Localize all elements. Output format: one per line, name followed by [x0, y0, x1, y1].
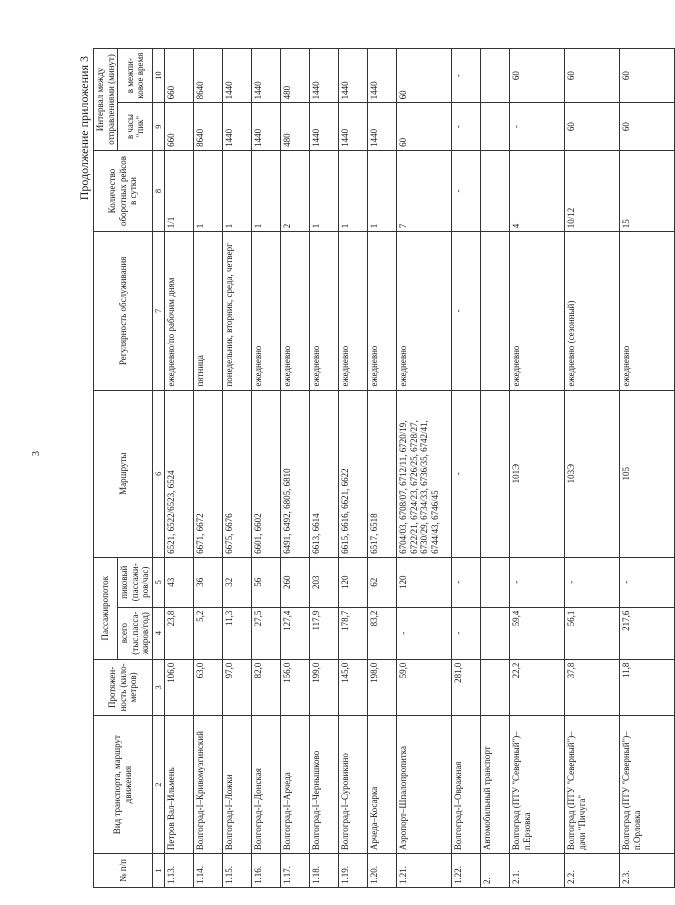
cell-regularity: ежедневно — [368, 232, 397, 390]
cell-regularity: ежедневно — [510, 232, 565, 390]
cell-flow-total: 178,7 — [339, 607, 368, 659]
cell-length: 97,0 — [223, 659, 252, 716]
cell-flow-total: 117,9 — [310, 607, 339, 659]
cell-interval-offpeak: 60 — [620, 49, 675, 103]
cell-flow-peak: 56 — [252, 557, 281, 607]
cell-route-name: Волгоград-I–Донская — [252, 716, 281, 854]
header-routes: Маршруты — [94, 390, 153, 557]
table-row — [620, 49, 675, 888]
cell-regularity: пятница — [194, 232, 223, 390]
cell-interval-peak: 60 — [565, 103, 620, 150]
cell-regularity: - — [452, 232, 481, 390]
cell-route-name: Арчеда–Косарка — [368, 716, 397, 854]
rotated-page — [75, 48, 642, 888]
cell-interval-peak: 1440 — [252, 103, 281, 150]
cell-interval-peak: 60 — [397, 103, 452, 150]
column-number: 2 — [153, 716, 165, 854]
cell-number: 1.18. — [310, 854, 339, 888]
cell-flow-peak: 203 — [310, 557, 339, 607]
table-row — [310, 49, 339, 888]
cell-number: 1.16. — [252, 854, 281, 888]
cell-length: 11,8 — [620, 659, 675, 716]
cell-interval-offpeak: 60 — [565, 49, 620, 103]
column-number: 1 — [153, 854, 165, 888]
cell-number: 1.14. — [194, 854, 223, 888]
cell-interval-offpeak: 480 — [281, 49, 310, 103]
cell-flow-total: 11,3 — [223, 607, 252, 659]
cell-interval-offpeak: 1440 — [223, 49, 252, 103]
cell-route-name: Аэропорт–Шпалопропитка — [397, 716, 452, 854]
cell-number: 2.1. — [510, 854, 565, 888]
cell-interval-peak: 1440 — [339, 103, 368, 150]
column-number: 10 — [153, 49, 165, 103]
cell-interval-peak: 1440 — [310, 103, 339, 150]
cell-route-name: Петров Вал–Ильмень — [165, 716, 194, 854]
cell-flow-peak: - — [565, 557, 620, 607]
cell-interval-offpeak: 60 — [397, 49, 452, 103]
table-row — [510, 49, 565, 888]
cell-regularity: ежедневно — [281, 232, 310, 390]
cell-routes: 6601, 6602 — [252, 390, 281, 557]
cell-interval-offpeak: 660 — [165, 49, 194, 103]
cell-empty — [481, 390, 510, 557]
cell-regularity: ежедневно — [310, 232, 339, 390]
cell-length: 82,0 — [252, 659, 281, 716]
cell-interval-peak: - — [452, 103, 481, 150]
header-route-name: Вид транспорта, маршрут движения — [94, 716, 153, 854]
cell-length: 63,0 — [194, 659, 223, 716]
cell-flow-peak: 43 — [165, 557, 194, 607]
cell-empty — [481, 49, 510, 103]
cell-regularity: ежедневно — [339, 232, 368, 390]
cell-interval-offpeak: 1440 — [310, 49, 339, 103]
table-row — [452, 49, 481, 888]
cell-routes: 101Э — [510, 390, 565, 557]
header-regularity: Регулярность обслуживания — [94, 232, 153, 390]
table-row — [252, 49, 281, 888]
cell-route-name: Волгоград-I–Кривомузгинский — [194, 716, 223, 854]
cell-interval-offpeak: - — [452, 49, 481, 103]
cell-route-name: Волгоград (ПТУ "Северный")–п.Ерзовка — [510, 716, 565, 854]
cell-length: 37,8 — [565, 659, 620, 716]
cell-interval-offpeak: 1440 — [252, 49, 281, 103]
table-row — [223, 49, 252, 888]
cell-route-name: Волгоград-I–Чернышково — [310, 716, 339, 854]
cell-interval-peak: 1440 — [223, 103, 252, 150]
header-interval-offpeak: в межпи-ковое время — [118, 49, 153, 103]
cell-empty — [481, 557, 510, 607]
cell-interval-peak: 60 — [620, 103, 675, 150]
cell-length: 281,0 — [452, 659, 481, 716]
cell-routes: - — [452, 390, 481, 557]
cell-number: 2.2. — [565, 854, 620, 888]
cell-flow-peak: 36 — [194, 557, 223, 607]
cell-regularity: ежедневно (сезонный) — [565, 232, 620, 390]
cell-length: 59,0 — [397, 659, 452, 716]
cell-number: 1.19. — [339, 854, 368, 888]
cell-routes: 6521, 6522/6523, 6524 — [165, 390, 194, 557]
cell-trips: 1 — [368, 150, 397, 231]
header-number: № п/п — [94, 854, 153, 888]
header-flow-total: всего (тыс.пасса-жиров/год) — [118, 607, 153, 659]
cell-flow-total: 83,2 — [368, 607, 397, 659]
cell-trips: 4 — [510, 150, 565, 231]
cell-route-name: Волгоград-I–Овражная — [452, 716, 481, 854]
cell-route-name: Волгоград-I–Суровикино — [339, 716, 368, 854]
cell-flow-peak: 260 — [281, 557, 310, 607]
cell-regularity: ежедневно/по рабочим дням — [165, 232, 194, 390]
cell-route-name: Волгоград-I–Арчеда — [281, 716, 310, 854]
cell-routes: 6613, 6614 — [310, 390, 339, 557]
cell-trips: 7 — [397, 150, 452, 231]
cell-length: 199,0 — [310, 659, 339, 716]
cell-flow-peak: 62 — [368, 557, 397, 607]
cell-flow-total: 217,6 — [620, 607, 675, 659]
cell-flow-total: - — [452, 607, 481, 659]
cell-flow-peak: 32 — [223, 557, 252, 607]
table-row — [194, 49, 223, 888]
cell-trips: 1/1 — [165, 150, 194, 231]
cell-trips: 1 — [194, 150, 223, 231]
cell-length: 106,0 — [165, 659, 194, 716]
cell-empty — [481, 607, 510, 659]
cell-number: 1.22. — [452, 854, 481, 888]
cell-regularity: ежедневно — [397, 232, 452, 390]
transport-table — [93, 48, 675, 888]
cell-trips: 10/12 — [565, 150, 620, 231]
table-row — [397, 49, 452, 888]
cell-length: 198,0 — [368, 659, 397, 716]
cell-trips: 1 — [223, 150, 252, 231]
cell-route-name: Волгоград (ПТУ "Северный")–дачи "Пичуга" — [565, 716, 620, 854]
cell-number: 1.17. — [281, 854, 310, 888]
cell-flow-total: 59,4 — [510, 607, 565, 659]
cell-route-name: Волгоград-I–Ложки — [223, 716, 252, 854]
cell-flow-total: - — [397, 607, 452, 659]
header-interval: Интервал между отправлениями (минут) — [94, 49, 118, 151]
column-number: 4 — [153, 607, 165, 659]
cell-number: 1.15. — [223, 854, 252, 888]
continuation-label: Продолжение приложения 3 — [77, 56, 91, 201]
cell-empty — [481, 103, 510, 150]
cell-regularity: понедельник, вторник, среда, четверг — [223, 232, 252, 390]
cell-section-title: Автомобильный транспорт — [481, 716, 510, 854]
cell-trips: 1 — [310, 150, 339, 231]
cell-route-name: Волгоград (ПТУ "Северный")–п.Орловка — [620, 716, 675, 854]
cell-number: 1.20. — [368, 854, 397, 888]
column-number: 9 — [153, 103, 165, 150]
page-number: 3 — [31, 451, 42, 456]
cell-flow-peak: - — [620, 557, 675, 607]
cell-number: 2. — [481, 854, 510, 888]
cell-interval-peak: 660 — [165, 103, 194, 150]
cell-number: 1.21. — [397, 854, 452, 888]
cell-empty — [481, 150, 510, 231]
column-number: 3 — [153, 659, 165, 716]
cell-routes: 6491, 6492, 6805, 6810 — [281, 390, 310, 557]
column-number: 5 — [153, 557, 165, 607]
cell-flow-peak: - — [510, 557, 565, 607]
cell-trips: 1 — [339, 150, 368, 231]
cell-interval-peak: 8640 — [194, 103, 223, 150]
cell-interval-offpeak: 60 — [510, 49, 565, 103]
cell-length: 22,2 — [510, 659, 565, 716]
cell-number: 2.3. — [620, 854, 675, 888]
cell-length: 156,0 — [281, 659, 310, 716]
column-number: 6 — [153, 390, 165, 557]
cell-interval-peak: 1440 — [368, 103, 397, 150]
cell-routes: 6671, 6672 — [194, 390, 223, 557]
cell-routes: 6675, 6676 — [223, 390, 252, 557]
column-number: 8 — [153, 150, 165, 231]
table-row — [165, 49, 194, 888]
cell-flow-total: 127,4 — [281, 607, 310, 659]
cell-trips: - — [452, 150, 481, 231]
cell-flow-total: 5,2 — [194, 607, 223, 659]
table-row — [281, 49, 310, 888]
cell-routes: 6615, 6616, 6621, 6622 — [339, 390, 368, 557]
cell-flow-peak: 120 — [339, 557, 368, 607]
cell-interval-peak: 480 — [281, 103, 310, 150]
cell-length: 145,0 — [339, 659, 368, 716]
section-row — [481, 49, 510, 888]
column-numbers-row — [153, 49, 165, 888]
header-trips: Количество оборотных рейсов в сутки — [94, 150, 153, 231]
cell-flow-total: 23,8 — [165, 607, 194, 659]
header-interval-peak: в часы "пик" — [118, 103, 153, 150]
cell-flow-peak: - — [452, 557, 481, 607]
cell-regularity: ежедневно — [252, 232, 281, 390]
cell-trips: 1 — [252, 150, 281, 231]
table-row — [368, 49, 397, 888]
header-flow-peak: пиковый (пассажи-ров/час) — [118, 557, 153, 607]
cell-routes: 103Э — [565, 390, 620, 557]
header-length: Протяжен-ность (кило-метров) — [94, 659, 153, 716]
cell-interval-peak: - — [510, 103, 565, 150]
table-row — [565, 49, 620, 888]
cell-flow-total: 27,5 — [252, 607, 281, 659]
table-row — [339, 49, 368, 888]
cell-flow-peak: 120 — [397, 557, 452, 607]
cell-regularity: ежедневно — [620, 232, 675, 390]
cell-flow-total: 56,1 — [565, 607, 620, 659]
cell-routes: 105 — [620, 390, 675, 557]
cell-number: 1.13. — [165, 854, 194, 888]
column-number: 7 — [153, 232, 165, 390]
cell-trips: 15 — [620, 150, 675, 231]
cell-trips: 2 — [281, 150, 310, 231]
cell-empty — [481, 659, 510, 716]
cell-interval-offpeak: 1440 — [368, 49, 397, 103]
cell-empty — [481, 232, 510, 390]
cell-interval-offpeak: 8640 — [194, 49, 223, 103]
cell-interval-offpeak: 1440 — [339, 49, 368, 103]
cell-routes: 6704/03, 6708/07, 6712/11, 6720/19, 6722/21, 6724/23, 6726/25, 6728/27, 6730/29, 6734/33, 6736/35, 6742/41, 6744/43, 6746/45 — [397, 390, 452, 557]
cell-routes: 6517, 6518 — [368, 390, 397, 557]
header-passenger-flow: Пассажиропоток — [94, 557, 118, 659]
